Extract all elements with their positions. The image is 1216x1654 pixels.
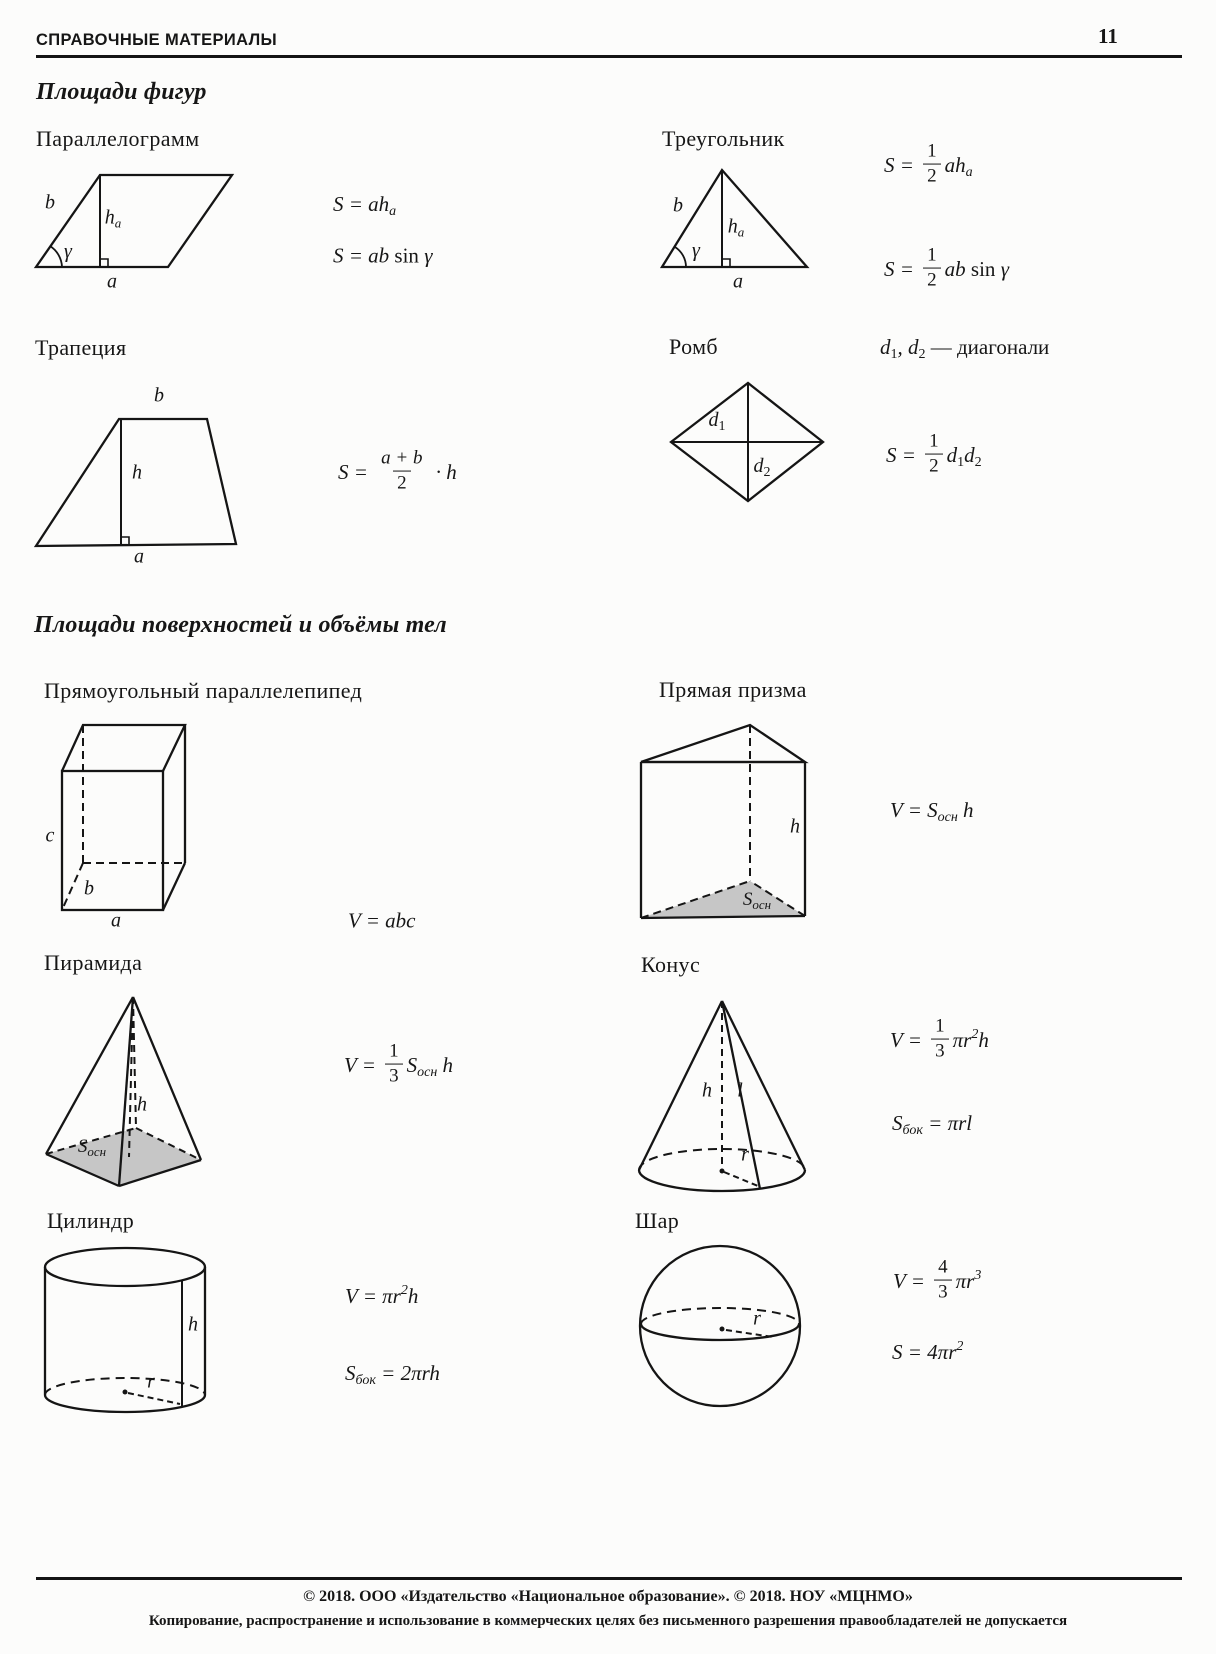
radius-line [128, 1393, 180, 1404]
label-height-h: h [137, 1093, 147, 1116]
formula-parallelogram-height: S = aha [333, 192, 397, 219]
label-edge-a: a [111, 909, 121, 932]
formula-prism-volume: V = Sосн h [890, 798, 974, 825]
formula-pyramid-volume: V = $\frac{1}{3}$ Sосн h [344, 1040, 454, 1087]
formula-cone-volume: V = $\frac{1}{3}$ $\pi r^2h$ [890, 1015, 989, 1062]
right-angle-mark [100, 259, 108, 267]
label-side-a: a [733, 270, 743, 293]
label-side-b: b [673, 194, 683, 217]
formula-cone-lateral: Sбок = πrl [892, 1111, 973, 1138]
right-angle-mark [121, 537, 129, 545]
figure-title-cylinder: Цилиндр [47, 1208, 135, 1233]
label-angle-gamma: γ [692, 239, 700, 262]
label-base-area: $S_{осн}$ [742, 889, 772, 912]
rhombus-diagram [655, 370, 840, 515]
figure-title-pyramid: Пирамида [44, 950, 143, 975]
formula-parallelogram-sin: S = ab sin γ [333, 243, 433, 268]
label-height-ha: $h_a$ [727, 215, 745, 240]
page-number: 11 [1098, 24, 1118, 48]
label-height-ha: $h_a$ [104, 206, 122, 231]
figure-title-trapezoid: Трапеция [35, 335, 127, 360]
formula-cylinder-lateral: Sбок = 2πrh [345, 1361, 440, 1388]
section-heading-areas: Площади фигур [36, 79, 207, 105]
label-radius-r: r [753, 1307, 761, 1330]
formula-trapezoid: S = $\frac{a + b}{2}$ · h [338, 447, 457, 494]
formula-triangle-sin: S = $\frac{1}{2}$ ab sin γ [884, 244, 1009, 291]
footer-copyright: © 2018. ООО «Издательство «Национальное образование». © 2018. НОУ «МЦНМО» [303, 1588, 913, 1605]
footer-notice: Копирование, распространение и использование в коммерческих целях без письменного разрешения правообладателей не допускается [148, 1613, 1068, 1629]
figure-title-sphere: Шар [635, 1208, 680, 1233]
figure-title-cone: Конус [641, 952, 701, 977]
angle-arc [50, 246, 62, 267]
formula-cylinder-volume: $V = \pi r^2h$ [345, 1283, 419, 1308]
label-height-h: h [702, 1079, 712, 1102]
prism-diagram [630, 710, 815, 925]
formula-cuboid-volume: V = abc [348, 908, 416, 933]
label-radius-r: r [147, 1370, 155, 1393]
figure-title-cuboid: Прямоугольный параллелепипед [44, 678, 363, 703]
right-angle-mark [722, 259, 730, 267]
label-side-a: a [134, 545, 144, 568]
figure-title-triangle: Треугольник [662, 126, 785, 151]
cone-diagram [620, 985, 820, 1197]
label-side-a: a [107, 270, 117, 293]
radius-line [724, 1172, 758, 1186]
label-angle-gamma: γ [64, 240, 72, 263]
label-slant-l: l [737, 1079, 743, 1102]
page-header-title: СПРАВОЧНЫЕ МАТЕРИАЛЫ [36, 30, 278, 49]
note-diagonals: d1, d2 — диагонали [880, 335, 1050, 362]
formula-sphere-surface: $S = 4\pi r^2$ [892, 1339, 964, 1364]
cuboid-diagram [45, 715, 200, 930]
label-side-b: b [45, 191, 55, 214]
pyramid-diagram [30, 985, 215, 1200]
figure-title-prism: Прямая призма [659, 677, 807, 702]
label-d2: $d_2$ [753, 455, 771, 480]
footer-rule [36, 1577, 1182, 1580]
label-height-h: h [132, 461, 142, 484]
parallelogram-diagram [25, 165, 240, 277]
figure-title-rhombus: Ромб [669, 334, 718, 359]
label-edge-c: c [45, 824, 55, 847]
formula-rhombus: S = $\frac{1}{2}$ d1d2 [886, 430, 982, 477]
label-side-b: b [154, 384, 164, 407]
equator-hidden [641, 1308, 799, 1324]
figure-title-parallelogram: Параллелограмм [36, 126, 200, 151]
label-base-area: $S_{осн}$ [77, 1136, 107, 1159]
equator-front [641, 1324, 799, 1340]
label-height-h: h [790, 815, 800, 838]
sphere-diagram [630, 1236, 810, 1416]
angle-arc [675, 247, 686, 267]
label-d1: $d_1$ [708, 409, 726, 434]
formula-triangle-height: S = $\frac{1}{2}$ aha [884, 140, 973, 187]
label-radius-r: r [741, 1143, 749, 1166]
label-edge-b: b [84, 877, 94, 900]
header-rule [36, 55, 1182, 58]
formula-sphere-volume: V = $\frac{4}{3}$ $\pi r^3$ [893, 1256, 982, 1303]
radius-line [726, 1330, 773, 1337]
label-height-h: h [188, 1313, 198, 1336]
section-heading-volumes: Площади поверхностей и объёмы тел [34, 612, 447, 638]
